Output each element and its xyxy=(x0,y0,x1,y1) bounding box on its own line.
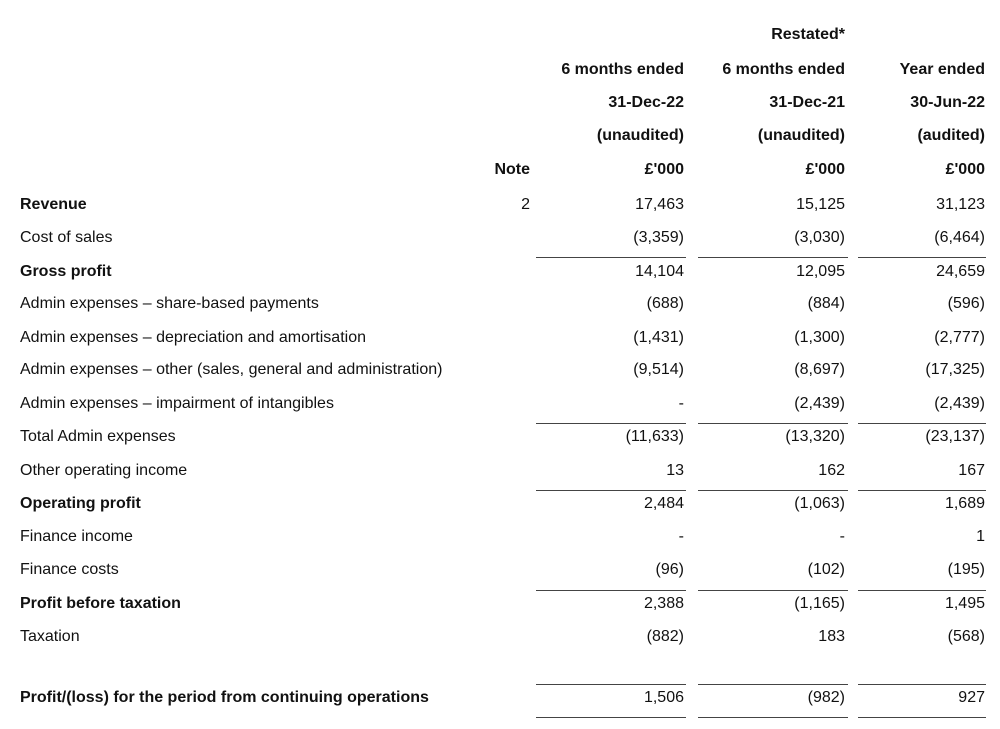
row-value-col2: (982) xyxy=(807,689,845,706)
row-value-col1: 13 xyxy=(666,462,684,479)
row-label-revenue: Revenue xyxy=(20,196,87,213)
row-label-admin-other: Admin expenses – other (sales, general and administration) xyxy=(20,361,443,378)
total-top-rule xyxy=(536,684,686,685)
row-value-col1: (3,359) xyxy=(633,229,684,246)
row-value-col2: (1,165) xyxy=(794,595,845,612)
row-label-other-operating-income: Other operating income xyxy=(20,462,188,479)
subtotal-rule xyxy=(698,590,848,591)
total-bottom-rule xyxy=(698,717,848,718)
row-value-col1: 2,484 xyxy=(643,495,684,512)
row-value-col1: 17,463 xyxy=(635,196,684,213)
row-value-col2: 183 xyxy=(818,628,845,645)
total-bottom-rule xyxy=(536,717,686,718)
subtotal-rule xyxy=(536,490,686,491)
row-value-col2: (1,300) xyxy=(794,329,845,346)
row-label-total-admin: Total Admin expenses xyxy=(20,428,176,445)
row-value-col1: (688) xyxy=(646,295,684,312)
col2-status: (unaudited) xyxy=(757,127,845,144)
row-value-col3: (568) xyxy=(947,628,985,645)
row-label-profit-for-period: Profit/(loss) for the period from continuing operations xyxy=(20,689,429,706)
row-value-col1: (96) xyxy=(655,561,684,578)
subtotal-rule xyxy=(858,590,986,591)
col3-unit: £'000 xyxy=(945,161,985,178)
col3-period: Year ended xyxy=(899,61,985,78)
row-label-operating-profit: Operating profit xyxy=(20,495,141,512)
row-value-col2: (8,697) xyxy=(794,361,845,378)
row-label-cost-of-sales: Cost of sales xyxy=(20,229,113,246)
row-value-col1: - xyxy=(678,528,684,545)
row-value-col1: 2,388 xyxy=(643,595,684,612)
subtotal-rule xyxy=(858,423,986,424)
row-value-col2: - xyxy=(839,528,845,545)
col3-date: 30-Jun-22 xyxy=(910,94,985,111)
row-value-col3: 1 xyxy=(976,528,985,545)
row-value-col3: (6,464) xyxy=(934,229,985,246)
col1-status: (unaudited) xyxy=(596,127,684,144)
row-value-col2: 162 xyxy=(818,462,845,479)
row-value-col1: - xyxy=(678,395,684,412)
row-value-col2: (2,439) xyxy=(794,395,845,412)
col1-period: 6 months ended xyxy=(561,61,684,78)
row-value-col1: (1,431) xyxy=(633,329,684,346)
subtotal-rule xyxy=(536,257,686,258)
row-note-revenue: 2 xyxy=(521,196,530,213)
row-value-col3: 167 xyxy=(958,462,985,479)
row-value-col3: (596) xyxy=(947,295,985,312)
note-header: Note xyxy=(494,161,530,178)
subtotal-rule xyxy=(536,590,686,591)
row-value-col3: (23,137) xyxy=(925,428,985,445)
row-label-admin-depreciation: Admin expenses – depreciation and amortisation xyxy=(20,329,366,346)
total-top-rule xyxy=(698,684,848,685)
row-value-col2: (3,030) xyxy=(794,229,845,246)
row-label-gross-profit: Gross profit xyxy=(20,263,112,280)
subtotal-rule xyxy=(858,257,986,258)
subtotal-rule xyxy=(536,423,686,424)
row-label-taxation: Taxation xyxy=(20,628,80,645)
row-value-col3: 24,659 xyxy=(936,263,985,280)
row-value-col2: (102) xyxy=(807,561,845,578)
row-value-col1: 1,506 xyxy=(643,689,684,706)
row-value-col3: (195) xyxy=(947,561,985,578)
subtotal-rule xyxy=(698,490,848,491)
col2-period: 6 months ended xyxy=(722,61,845,78)
row-value-col2: 15,125 xyxy=(796,196,845,213)
row-value-col1: (9,514) xyxy=(633,361,684,378)
row-value-col1: (882) xyxy=(646,628,684,645)
row-value-col3: (17,325) xyxy=(925,361,985,378)
row-value-col2: (13,320) xyxy=(785,428,845,445)
restated-label: Restated* xyxy=(771,26,845,43)
total-bottom-rule xyxy=(858,717,986,718)
row-value-col3: 927 xyxy=(958,689,985,706)
row-value-col2: 12,095 xyxy=(796,263,845,280)
total-top-rule xyxy=(858,684,986,685)
row-value-col3: (2,777) xyxy=(934,329,985,346)
col3-status: (audited) xyxy=(917,127,985,144)
col2-unit: £'000 xyxy=(805,161,845,178)
row-value-col2: (884) xyxy=(807,295,845,312)
subtotal-rule xyxy=(858,490,986,491)
row-label-finance-income: Finance income xyxy=(20,528,133,545)
row-value-col3: 31,123 xyxy=(936,196,985,213)
row-label-finance-costs: Finance costs xyxy=(20,561,119,578)
row-value-col2: (1,063) xyxy=(794,495,845,512)
row-value-col3: 1,689 xyxy=(944,495,985,512)
row-value-col3: 1,495 xyxy=(944,595,985,612)
col2-date: 31-Dec-21 xyxy=(769,94,845,111)
col1-date: 31-Dec-22 xyxy=(608,94,684,111)
subtotal-rule xyxy=(698,423,848,424)
row-label-admin-impairment: Admin expenses – impairment of intangibles xyxy=(20,395,334,412)
col1-unit: £'000 xyxy=(644,161,684,178)
row-value-col1: (11,633) xyxy=(625,428,684,445)
subtotal-rule xyxy=(698,257,848,258)
row-value-col3: (2,439) xyxy=(934,395,985,412)
row-value-col1: 14,104 xyxy=(635,263,684,280)
row-label-admin-share-based: Admin expenses – share-based payments xyxy=(20,295,319,312)
row-label-profit-before-tax: Profit before taxation xyxy=(20,595,181,612)
